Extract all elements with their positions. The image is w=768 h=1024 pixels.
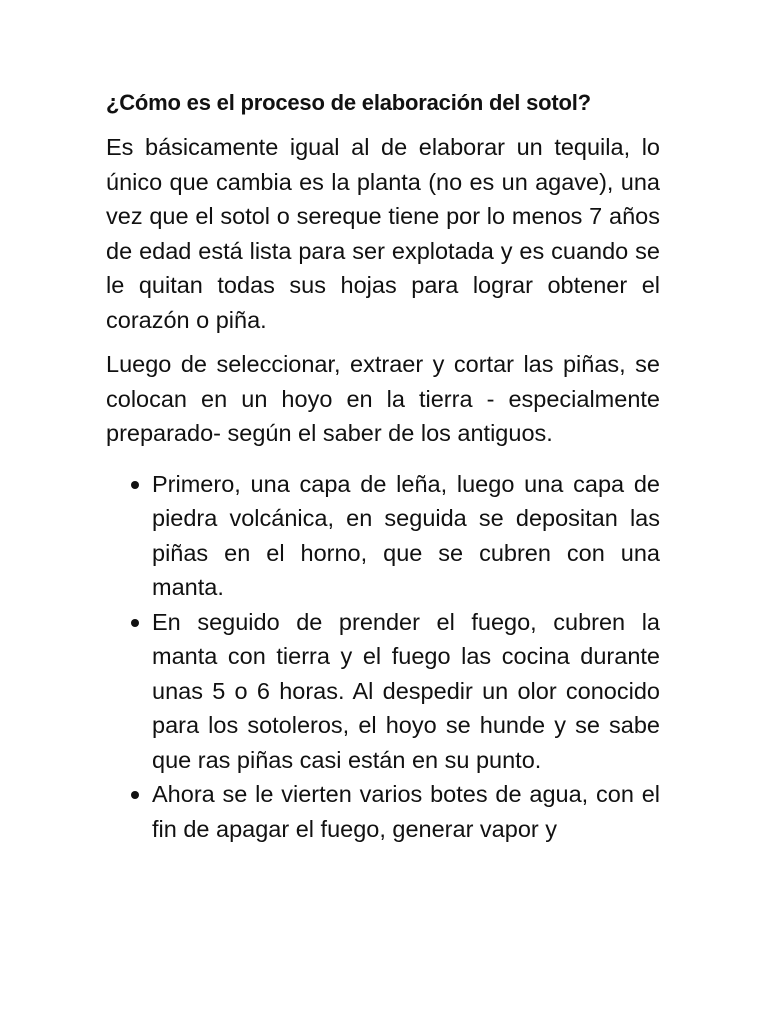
document-heading: ¿Cómo es el proceso de elaboración del sotol? <box>106 90 591 115</box>
bullet-list <box>106 467 660 847</box>
paragraph-process: Luego de seleccionar, extraer y cortar las piñas, se colocan en un hoyo en la tierra - especialmente preparado- según el saber de los antiguos. <box>106 351 660 446</box>
paragraph-intro: Es básicamente igual al de elaborar un tequila, lo único que cambia es la planta (no es un agave), una vez que el sotol o sereque tiene por lo menos 7 años de edad está lista para ser explotada y es cuando se le quitan todas sus hojas para lograr obtener el corazón o piña. <box>106 134 660 333</box>
bullet-icon <box>131 481 139 489</box>
list-item <box>106 777 660 846</box>
document-page <box>106 88 660 846</box>
list-item <box>106 605 660 778</box>
bullet-icon <box>131 619 139 627</box>
list-item-text: Primero, una capa de leña, luego una capa de piedra volcánica, en seguida se depositan las piñas en el horno, que se cubren con una manta. <box>152 470 660 600</box>
bullet-icon <box>131 791 139 799</box>
list-item-text: Ahora se le vierten varios botes de agua, con el fin de apagar el fuego, generar vapor y <box>152 781 660 842</box>
list-item-text: En seguido de prender el fuego, cubren la manta con tierra y el fuego las cocina durante unas 5 o 6 horas. Al despedir un olor conocido para los sotoleros, el hoyo se hunde y se sabe que ras piñas casi están en su punto. <box>152 608 660 773</box>
list-item <box>106 467 660 605</box>
